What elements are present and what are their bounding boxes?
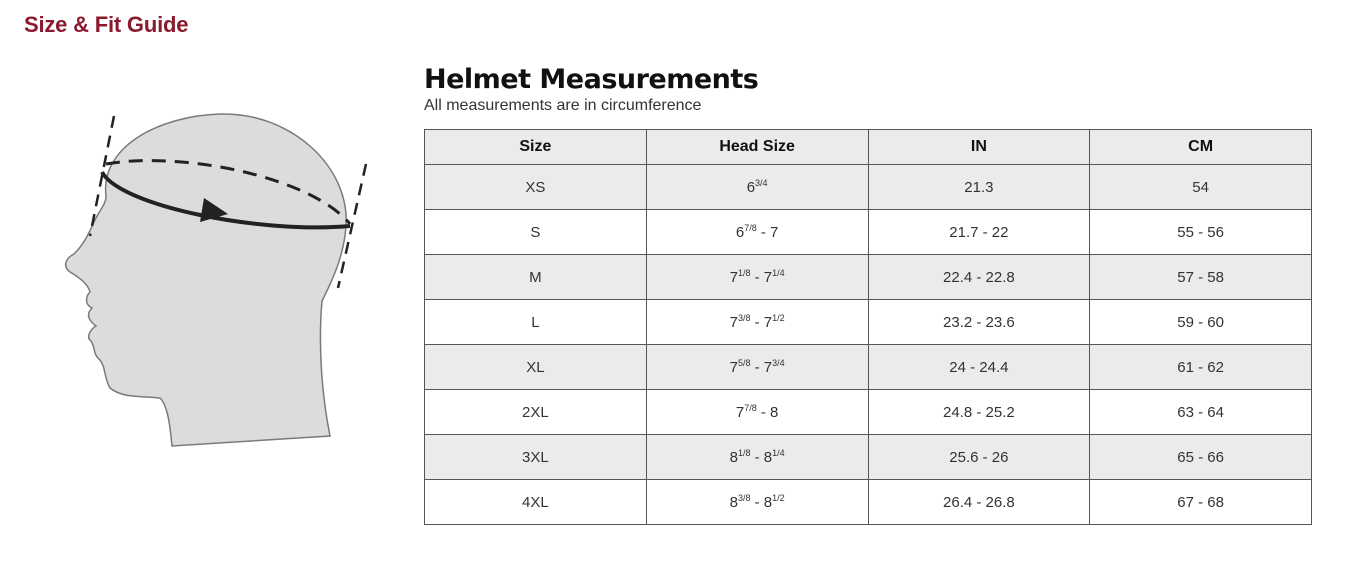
header-cm: CM bbox=[1090, 130, 1312, 165]
cell-size: S bbox=[425, 210, 647, 255]
table-row bbox=[425, 345, 1312, 390]
cell-head-size: $6^{7/8} - 7$ bbox=[646, 210, 868, 255]
cell-size: M bbox=[425, 255, 647, 300]
fraction: 3/8 bbox=[737, 493, 751, 503]
fraction: 1/8 bbox=[737, 268, 751, 278]
fraction: 1/2 bbox=[772, 313, 785, 323]
cell-cm: 67 - 68 bbox=[1090, 480, 1312, 525]
table-header-row bbox=[425, 130, 1312, 165]
page-heading: Size & Fit Guide bbox=[24, 12, 189, 37]
table-row bbox=[425, 435, 1312, 480]
cell-head-size: $8^{1/8} - 8^{1/4}$ bbox=[646, 435, 868, 480]
table-body bbox=[425, 165, 1312, 525]
fraction: 3/8 bbox=[737, 313, 751, 323]
cell-in: 25.6 - 26 bbox=[868, 435, 1090, 480]
table-row bbox=[425, 255, 1312, 300]
fraction: 7/8 bbox=[744, 403, 757, 413]
cell-size: L bbox=[425, 300, 647, 345]
cell-cm: 63 - 64 bbox=[1090, 390, 1312, 435]
fraction: 1/2 bbox=[772, 493, 785, 503]
table-row bbox=[425, 210, 1312, 255]
header-size: Size bbox=[425, 130, 647, 165]
cell-head-size: $7^{5/8} - 7^{3/4}$ bbox=[646, 345, 868, 390]
size-table-section bbox=[424, 64, 1312, 525]
fraction: 1/8 bbox=[737, 448, 751, 458]
cell-size: 4XL bbox=[425, 480, 647, 525]
header-head-size: Head Size bbox=[646, 130, 868, 165]
cell-in: 23.2 - 23.6 bbox=[868, 300, 1090, 345]
cell-in: 21.7 - 22 bbox=[868, 210, 1090, 255]
cell-cm: 61 - 62 bbox=[1090, 345, 1312, 390]
cell-in: 22.4 - 22.8 bbox=[868, 255, 1090, 300]
cell-head-size: $7^{7/8} - 8$ bbox=[646, 390, 868, 435]
table-row bbox=[425, 390, 1312, 435]
cell-cm: 59 - 60 bbox=[1090, 300, 1312, 345]
cell-in: 21.3 bbox=[868, 165, 1090, 210]
table-subtitle: All measurements are in circumference bbox=[424, 97, 702, 114]
cell-in: 24 - 24.4 bbox=[868, 345, 1090, 390]
cell-size: XL bbox=[425, 345, 647, 390]
cell-cm: 65 - 66 bbox=[1090, 435, 1312, 480]
table-row bbox=[425, 165, 1312, 210]
size-table bbox=[424, 129, 1312, 525]
cell-head-size: $8^{3/8} - 8^{1/2}$ bbox=[646, 480, 868, 525]
head-profile-icon bbox=[60, 106, 380, 456]
cell-in: 26.4 - 26.8 bbox=[868, 480, 1090, 525]
cell-size: XS bbox=[425, 165, 647, 210]
cell-cm: 54 bbox=[1090, 165, 1312, 210]
fraction: 3/4 bbox=[755, 178, 768, 188]
fraction: 7/8 bbox=[744, 223, 757, 233]
fraction: 1/4 bbox=[772, 448, 785, 458]
cell-size: 2XL bbox=[425, 390, 647, 435]
fraction: 3/4 bbox=[772, 358, 785, 368]
header-in: IN bbox=[868, 130, 1090, 165]
cell-cm: 55 - 56 bbox=[1090, 210, 1312, 255]
table-row bbox=[425, 480, 1312, 525]
table-title: Helmet Measurements bbox=[424, 64, 759, 95]
table-row bbox=[425, 300, 1312, 345]
fraction: 5/8 bbox=[737, 358, 751, 368]
cell-in: 24.8 - 25.2 bbox=[868, 390, 1090, 435]
cell-head-size: $7^{3/8} - 7^{1/2}$ bbox=[646, 300, 868, 345]
cell-size: 3XL bbox=[425, 435, 647, 480]
cell-head-size: $7^{1/8} - 7^{1/4}$ bbox=[646, 255, 868, 300]
fraction: 1/4 bbox=[772, 268, 785, 278]
cell-cm: 57 - 58 bbox=[1090, 255, 1312, 300]
cell-head-size: $6^{3/4}$ bbox=[646, 165, 868, 210]
